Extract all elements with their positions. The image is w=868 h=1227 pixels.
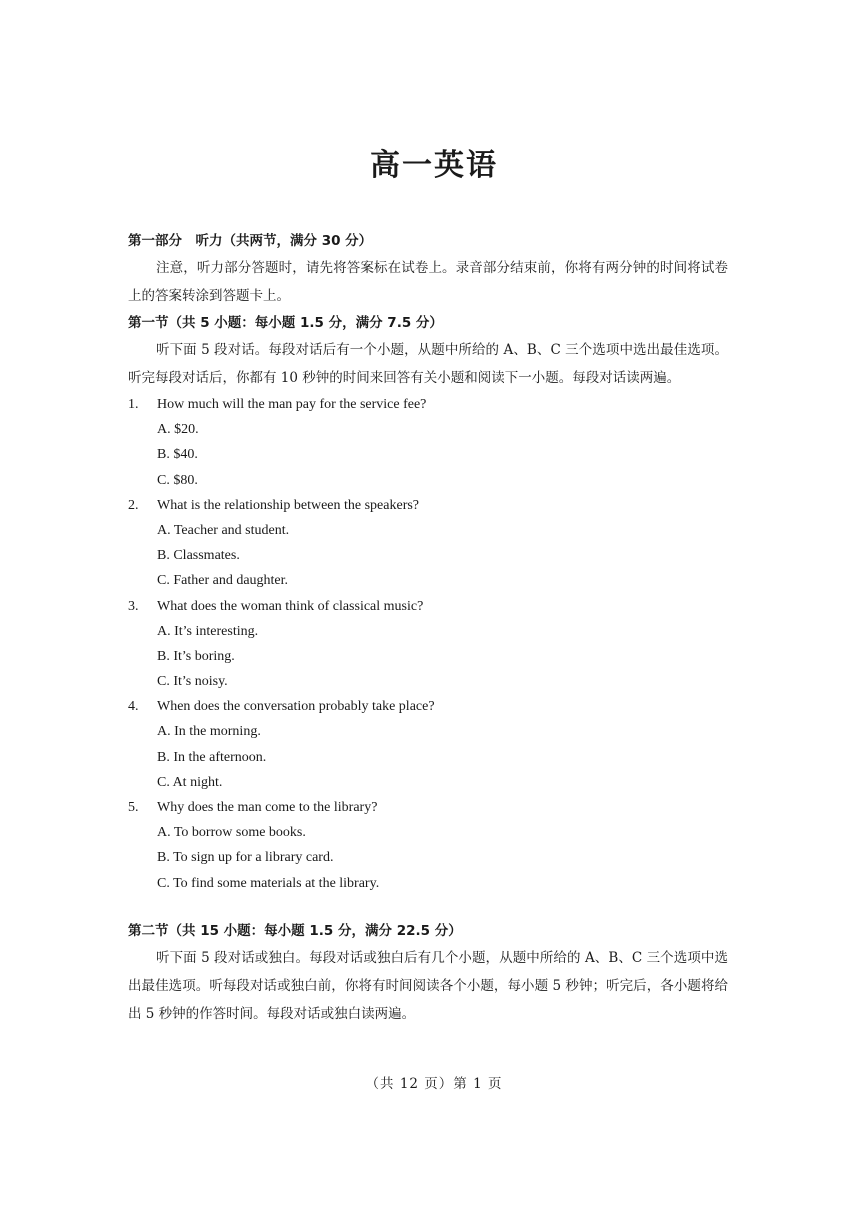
question-5 [128,795,728,896]
option-b: B. To sign up for a library card. [157,850,334,866]
section2-heading: 第二节（共 15 小题：每小题 1.5 分，满分 22.5 分） [128,922,462,939]
question-2 [128,493,728,594]
option-b: B. $40. [157,447,198,463]
option-b: B. It’s boring. [157,648,235,664]
option-a: A. $20. [157,422,199,438]
option-b: B. In the afternoon. [157,749,267,765]
option-c: C. Father and daughter. [157,573,289,589]
question-3 [128,594,728,695]
question-number: 3. [128,598,139,614]
question-1 [128,392,728,493]
question-text: What is the relationship between the speakers? [157,497,420,513]
question-text: How much will the man pay for the service fee? [157,397,427,412]
question-text: What does the woman think of classical music? [157,598,424,614]
option-a: A. In the morning. [157,724,261,740]
option-c: C. To find some materials at the library. [157,875,380,891]
question-number: 5. [128,800,139,815]
page-footer: （共 12 页）第 1 页 [365,1076,503,1092]
option-c: C. $80. [157,472,198,488]
section1-instructions: 听下面 5 段对话。每段对话后有一个小题，从题中所给的 A、B、C 三个选项中选出最佳选项。听完每段对话后，你都有 10 秒钟的时间来回答有关小题和阅读下一小题。每段对话读两遍。 [128,342,728,386]
option-c: C. At night. [157,774,223,790]
question-text: Why does the man come to the library? [157,800,378,815]
question-list [128,392,728,896]
option-a: A. It’s interesting. [157,623,259,639]
question-text: When does the conversation probably take place? [157,699,435,715]
question-4 [128,694,728,795]
question-number: 4. [128,699,139,715]
section1-heading: 第一节（共 5 小题：每小题 1.5 分，满分 7.5 分） [128,315,443,331]
option-a: A. To borrow some books. [157,825,306,841]
question-number: 1. [128,397,139,412]
part1-note: 注意，听力部分答题时，请先将答案标在试卷上。录音部分结束前，你将有两分钟的时间将试卷上的答案转涂到答题卡上。 [128,260,728,304]
part1-heading: 第一部分 听力（共两节，满分 30 分） [128,233,373,249]
question-number: 2. [128,497,139,513]
option-a: A. Teacher and student. [157,522,290,538]
page-title: 高一英语 [370,148,498,183]
option-b: B. Classmates. [157,548,240,564]
exam-content [128,228,728,1028]
option-c: C. It’s noisy. [157,674,228,690]
section2-instructions: 听下面 5 段对话或独白。每段对话或独白后有几个小题，从题中所给的 A、B、C 三个选项中选出最佳选项。听每段对话或独白前，你将有时间阅读各个小题，每小题 5 秒钟；听完后，各小题将给出 5 秒钟的作答时间。每段对话或独白读两遍。 [128,949,728,1022]
